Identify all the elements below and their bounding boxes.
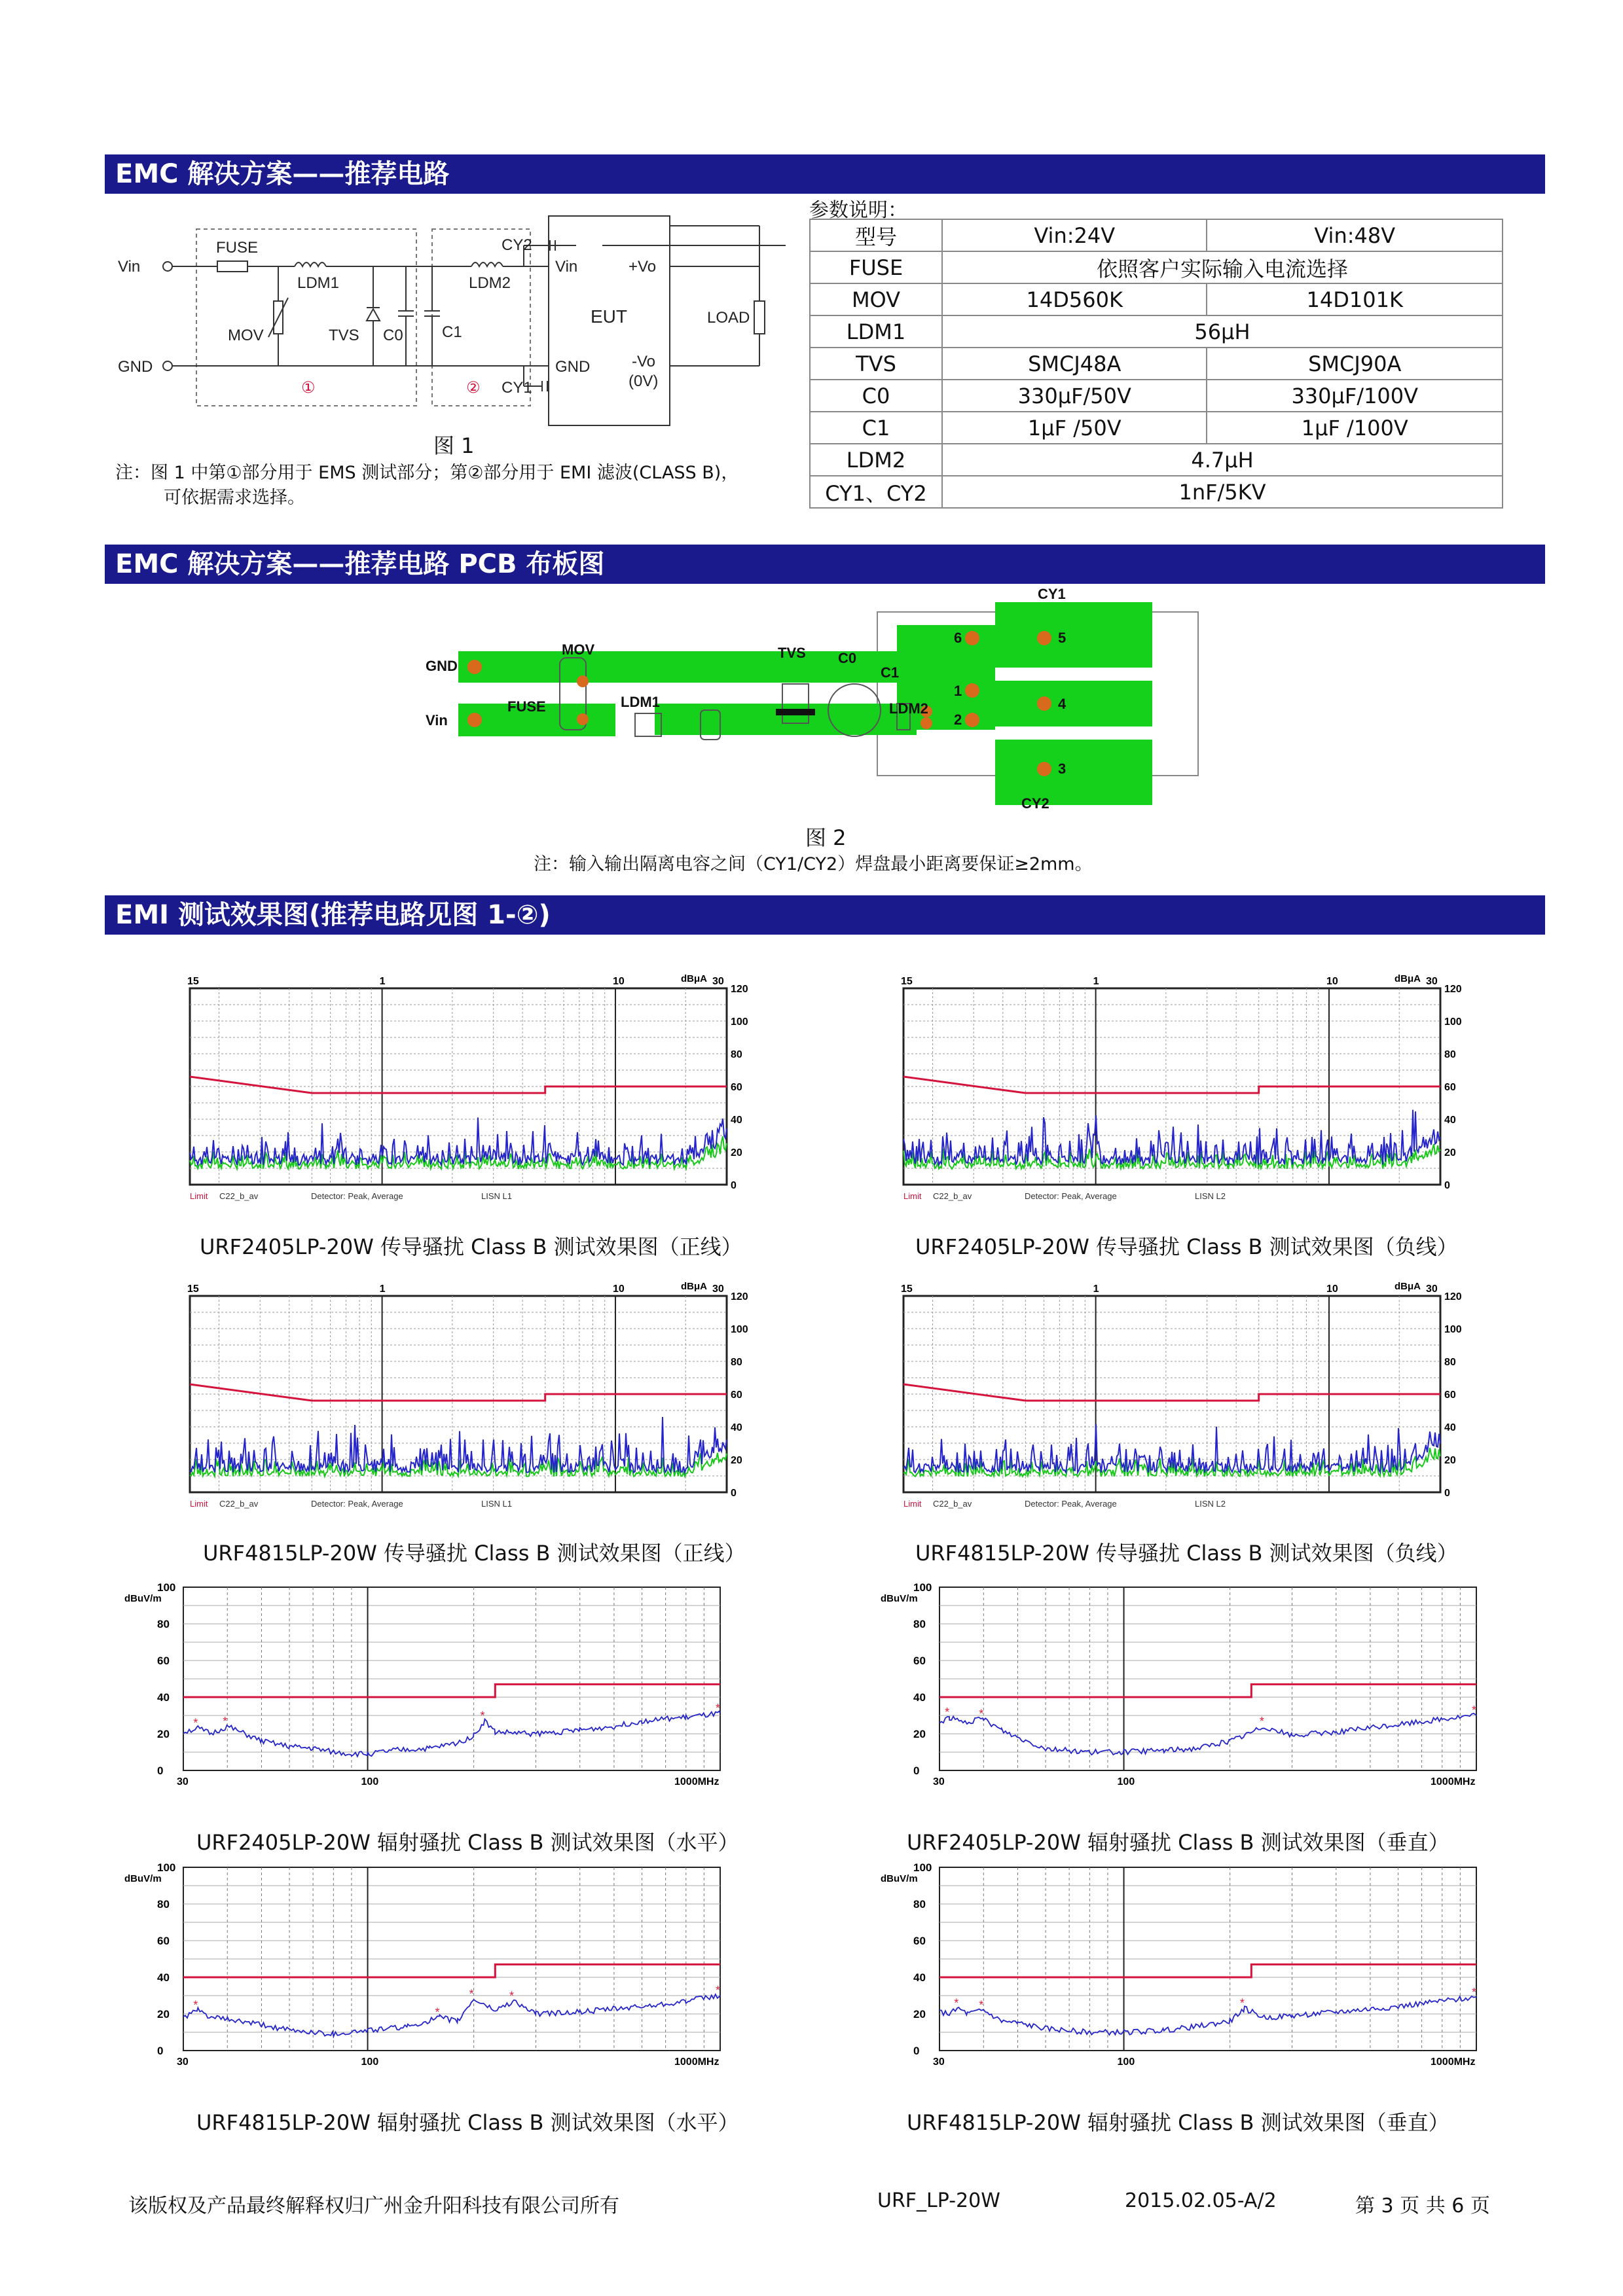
x-tick-label: 1	[379, 976, 386, 987]
figure-2-label: 图 2	[805, 825, 847, 850]
label-ldm2: LDM2	[469, 274, 511, 292]
y-unit-label: dBuV/m	[124, 1873, 162, 1884]
x-tick-label: 1000MHz	[674, 1776, 720, 1787]
x-tick-label: 1	[1093, 976, 1099, 987]
label-eut-vo-neg: -Vo	[632, 353, 656, 370]
x-tick-label: 15	[187, 1283, 199, 1295]
y-tick-label: 20	[913, 1728, 926, 1740]
y-tick-label: 20	[157, 2008, 170, 2020]
y-tick-label: 60	[913, 1655, 926, 1667]
label-cy2: CY2	[501, 236, 532, 254]
params-row: LDM1 56μH	[810, 315, 1503, 348]
x-tick-label: 1000MHz	[1431, 2056, 1476, 2068]
peak-marker: *	[1239, 1996, 1245, 2010]
legend-entry: LISN L1	[481, 1499, 512, 1509]
x-tick-label: 30	[1426, 1283, 1438, 1295]
params-row: TVS SMCJ48A SMCJ90A	[810, 348, 1503, 380]
params-table	[809, 219, 1503, 509]
y-tick-label: 60	[157, 1935, 170, 1947]
chart-radiated-4815-horizontal	[124, 1851, 727, 2100]
figure-1-label: 图 1	[433, 433, 475, 458]
params-row: C0 330μF/50V 330μF/100V	[810, 380, 1503, 412]
pcb-label-mov: MOV	[562, 641, 595, 658]
chart-conducted-2405-negative	[897, 962, 1486, 1224]
y-tick-label: 100	[1444, 1016, 1462, 1028]
params-row: MOV 14D560K 14D101K	[810, 283, 1503, 315]
pcb-label-gnd: GND	[426, 658, 458, 674]
footer-model: URF_LP-20W	[877, 2189, 1000, 2212]
x-tick-label: 15	[901, 1283, 913, 1295]
y-tick-label: 80	[157, 1618, 170, 1630]
y-unit-label: dBμA	[681, 973, 708, 984]
pcb-label-c1: C1	[881, 664, 900, 681]
x-tick-label: 30	[712, 976, 724, 987]
y-unit-label: dBμA	[1395, 973, 1421, 984]
params-row: 型号 Vin:24V Vin:48V	[810, 219, 1503, 251]
peak-marker: *	[716, 1702, 721, 1715]
pcb-label-vin: Vin	[426, 712, 448, 728]
x-tick-label: 100	[1117, 1776, 1135, 1787]
chart-caption: URF4815LP-20W 传导骚扰 Class B 测试效果图（正线）	[203, 1541, 746, 1566]
legend-entry: C22_b_av	[933, 1499, 972, 1509]
y-tick-label: 80	[731, 1357, 742, 1368]
y-tick-label: 100	[913, 1861, 932, 1874]
y-tick-label: 40	[1444, 1422, 1456, 1433]
y-tick-label: 80	[913, 1618, 926, 1630]
y-tick-label: 60	[1444, 1082, 1456, 1093]
peak-marker: *	[469, 1987, 474, 2001]
label-vin: Vin	[118, 258, 141, 276]
footer-page: 第 3 页 共 6 页	[1355, 2195, 1490, 2217]
params-row: FUSE 依照客户实际输入电流选择	[810, 251, 1503, 283]
x-tick-label: 10	[612, 976, 625, 987]
x-tick-label: 30	[1426, 976, 1438, 987]
section-banner-pcb: EMC 解决方案——推荐电路 PCB 布板图	[105, 545, 1545, 584]
y-tick-label: 0	[731, 1180, 737, 1191]
y-tick-label: 0	[913, 2045, 920, 2057]
y-unit-label: dBμA	[681, 1281, 708, 1292]
label-gnd: GND	[118, 358, 153, 376]
legend-entry: C22_b_av	[219, 1499, 259, 1509]
chart-caption: URF2405LP-20W 辐射骚扰 Class B 测试效果图（水平）	[196, 1830, 739, 1855]
y-tick-label: 20	[157, 1728, 170, 1740]
chart-caption: URF4815LP-20W 传导骚扰 Class B 测试效果图（负线）	[915, 1541, 1458, 1566]
legend-entry: LISN L1	[481, 1191, 512, 1201]
y-unit-label: dBuV/m	[124, 1593, 162, 1604]
label-part1: ①	[301, 379, 316, 397]
legend-entry: Limit	[190, 1499, 208, 1509]
y-unit-label: dBuV/m	[881, 1873, 918, 1884]
params-row: LDM2 4.7μH	[810, 444, 1503, 476]
y-tick-label: 100	[913, 1581, 932, 1594]
chart-radiated-4815-vertical	[881, 1851, 1483, 2100]
y-tick-label: 80	[1444, 1357, 1456, 1368]
peak-marker: *	[480, 1709, 485, 1723]
x-tick-label: 10	[1326, 1283, 1338, 1295]
x-tick-label: 1	[1093, 1283, 1099, 1295]
y-tick-label: 100	[731, 1324, 748, 1335]
peak-marker: *	[1259, 1714, 1264, 1728]
y-tick-label: 0	[731, 1488, 737, 1499]
chart-caption: URF2405LP-20W 传导骚扰 Class B 测试效果图（正线）	[200, 1234, 742, 1259]
peak-marker: *	[979, 1707, 984, 1721]
x-tick-label: 1000MHz	[674, 2056, 720, 2068]
pcb-pin-3: 3	[1058, 761, 1067, 777]
y-tick-label: 40	[1444, 1115, 1456, 1126]
x-tick-label: 1	[379, 1283, 386, 1295]
pcb-label-ldm2: LDM2	[889, 700, 928, 717]
pcb-note: 注：输入输出隔离电容之间（CY1/CY2）焊盘最小距离要保证≥2mm。	[534, 854, 1093, 874]
peak-marker: *	[223, 1714, 228, 1728]
chart-conducted-2405-positive	[183, 962, 773, 1224]
label-part2: ②	[466, 379, 481, 397]
legend-entry: Detector: Peak, Average	[1025, 1191, 1117, 1201]
label-mov: MOV	[228, 327, 264, 344]
y-tick-label: 0	[1444, 1488, 1450, 1499]
label-eut-vin: Vin	[555, 258, 578, 276]
params-heading: 参数说明：	[809, 199, 907, 222]
peak-marker: *	[945, 1705, 950, 1719]
x-tick-label: 100	[361, 1776, 379, 1787]
pcb-label-cy2: CY2	[1021, 795, 1049, 812]
y-tick-label: 60	[731, 1082, 742, 1093]
section-banner-emi: EMI 测试效果图(推荐电路见图 1-②)	[105, 895, 1545, 935]
y-tick-label: 100	[731, 1016, 748, 1028]
legend-entry: Detector: Peak, Average	[311, 1499, 403, 1509]
x-tick-label: 1000MHz	[1431, 1776, 1476, 1787]
y-tick-label: 80	[157, 1898, 170, 1910]
label-load: LOAD	[707, 309, 750, 327]
circuit-note-line1: 注：图 1 中第①部分用于 EMS 测试部分；第②部分用于 EMI 滤波(CLASS B)，	[115, 463, 739, 483]
y-unit-label: dBμA	[1395, 1281, 1421, 1292]
label-eut-gnd: GND	[555, 358, 591, 376]
y-tick-label: 20	[1444, 1455, 1456, 1466]
y-tick-label: 120	[731, 984, 748, 995]
pcb-label-c0: C0	[838, 650, 857, 666]
chart-caption: URF4815LP-20W 辐射骚扰 Class B 测试效果图（垂直）	[907, 2110, 1450, 2135]
section-banner-circuit: EMC 解决方案——推荐电路	[105, 154, 1545, 194]
y-tick-label: 120	[1444, 1291, 1462, 1302]
y-tick-label: 40	[731, 1115, 742, 1126]
x-tick-label: 30	[177, 2056, 189, 2068]
circuit-schematic	[105, 203, 786, 452]
legend-entry: Limit	[903, 1191, 922, 1201]
y-tick-label: 0	[157, 2045, 164, 2057]
label-eut-zero: (0V)	[629, 372, 659, 390]
peak-marker: *	[979, 1998, 984, 2012]
pcb-pin-4: 4	[1058, 696, 1067, 712]
pcb-label-cy1: CY1	[1038, 586, 1066, 602]
y-tick-label: 80	[913, 1898, 926, 1910]
x-tick-label: 30	[933, 2056, 945, 2068]
pcb-pin-1: 1	[954, 683, 962, 699]
label-tvs: TVS	[329, 327, 359, 344]
y-tick-label: 60	[157, 1655, 170, 1667]
legend-entry: Detector: Peak, Average	[311, 1191, 403, 1201]
circuit-note-line2: 可依据需求选择。	[164, 488, 305, 508]
legend-entry: C22_b_av	[933, 1191, 972, 1201]
legend-entry: Limit	[903, 1499, 922, 1509]
label-eut-vo-pos: +Vo	[629, 258, 657, 276]
footer-date: 2015.02.05-A/2	[1125, 2189, 1277, 2212]
label-fuse: FUSE	[216, 239, 259, 257]
label-c1: C1	[442, 323, 462, 341]
y-tick-label: 120	[1444, 984, 1462, 995]
peak-marker: *	[1472, 1985, 1477, 1999]
x-tick-label: 10	[1326, 976, 1338, 987]
label-ldm1: LDM1	[297, 274, 340, 292]
chart-radiated-2405-vertical	[881, 1571, 1483, 1820]
y-tick-label: 20	[731, 1455, 742, 1466]
chart-caption: URF2405LP-20W 传导骚扰 Class B 测试效果图（负线）	[915, 1234, 1458, 1259]
peak-marker: *	[954, 1996, 959, 2010]
legend-entry: LISN L2	[1195, 1191, 1226, 1201]
params-row: C1 1μF /50V 1μF /100V	[810, 412, 1503, 444]
y-tick-label: 60	[913, 1935, 926, 1947]
peak-marker: *	[435, 2005, 440, 2019]
y-tick-label: 60	[731, 1390, 742, 1401]
pcb-label-ldm1: LDM1	[621, 694, 660, 710]
peak-marker: *	[1472, 1704, 1477, 1717]
pcb-layout	[419, 586, 1264, 828]
y-tick-label: 0	[913, 1765, 920, 1777]
y-tick-label: 80	[731, 1049, 742, 1060]
legend-entry: LISN L2	[1195, 1499, 1226, 1509]
x-tick-label: 100	[361, 2056, 379, 2068]
y-tick-label: 100	[1444, 1324, 1462, 1335]
y-tick-label: 100	[157, 1581, 176, 1594]
y-tick-label: 40	[731, 1422, 742, 1433]
peak-marker: *	[509, 1989, 515, 2003]
y-tick-label: 80	[1444, 1049, 1456, 1060]
chart-caption: URF2405LP-20W 辐射骚扰 Class B 测试效果图（垂直）	[907, 1830, 1450, 1855]
chart-radiated-2405-horizontal	[124, 1571, 727, 1820]
pcb-pin-6: 6	[954, 630, 962, 646]
x-tick-label: 15	[187, 976, 199, 987]
pcb-label-tvs: TVS	[778, 645, 806, 661]
y-tick-label: 40	[913, 1971, 926, 1984]
footer-copyright: 该版权及产品最终解释权归广州金升阳科技有限公司所有	[128, 2195, 619, 2217]
y-tick-label: 0	[1444, 1180, 1450, 1191]
x-tick-label: 30	[177, 1776, 189, 1787]
label-cy1: CY1	[501, 379, 532, 397]
x-tick-label: 15	[901, 976, 913, 987]
peak-marker: *	[193, 1998, 198, 2012]
legend-entry: Detector: Peak, Average	[1025, 1499, 1117, 1509]
y-tick-label: 20	[913, 2008, 926, 2020]
chart-conducted-4815-negative	[897, 1270, 1486, 1532]
y-tick-label: 0	[157, 1765, 164, 1777]
legend-entry: Limit	[190, 1191, 208, 1201]
x-tick-label: 30	[712, 1283, 724, 1295]
y-tick-label: 60	[1444, 1390, 1456, 1401]
x-tick-label: 100	[1117, 2056, 1135, 2068]
pcb-label-fuse: FUSE	[507, 698, 546, 715]
y-tick-label: 20	[1444, 1147, 1456, 1158]
peak-marker: *	[716, 1984, 721, 1997]
x-tick-label: 10	[612, 1283, 625, 1295]
legend-entry: C22_b_av	[219, 1191, 259, 1201]
params-row: CY1、CY2 1nF/5KV	[810, 476, 1503, 508]
y-tick-label: 100	[157, 1861, 176, 1874]
y-tick-label: 20	[731, 1147, 742, 1158]
y-tick-label: 40	[913, 1691, 926, 1704]
label-c0: C0	[383, 327, 403, 344]
y-tick-label: 120	[731, 1291, 748, 1302]
chart-caption: URF4815LP-20W 辐射骚扰 Class B 测试效果图（水平）	[196, 2110, 739, 2135]
chart-conducted-4815-positive	[183, 1270, 773, 1532]
label-eut: EUT	[591, 306, 627, 327]
y-unit-label: dBuV/m	[881, 1593, 918, 1604]
peak-marker: *	[193, 1716, 198, 1730]
pcb-pin-5: 5	[1058, 630, 1067, 646]
y-tick-label: 40	[157, 1691, 170, 1704]
pcb-pin-2: 2	[954, 711, 962, 728]
y-tick-label: 40	[157, 1971, 170, 1984]
x-tick-label: 30	[933, 1776, 945, 1787]
